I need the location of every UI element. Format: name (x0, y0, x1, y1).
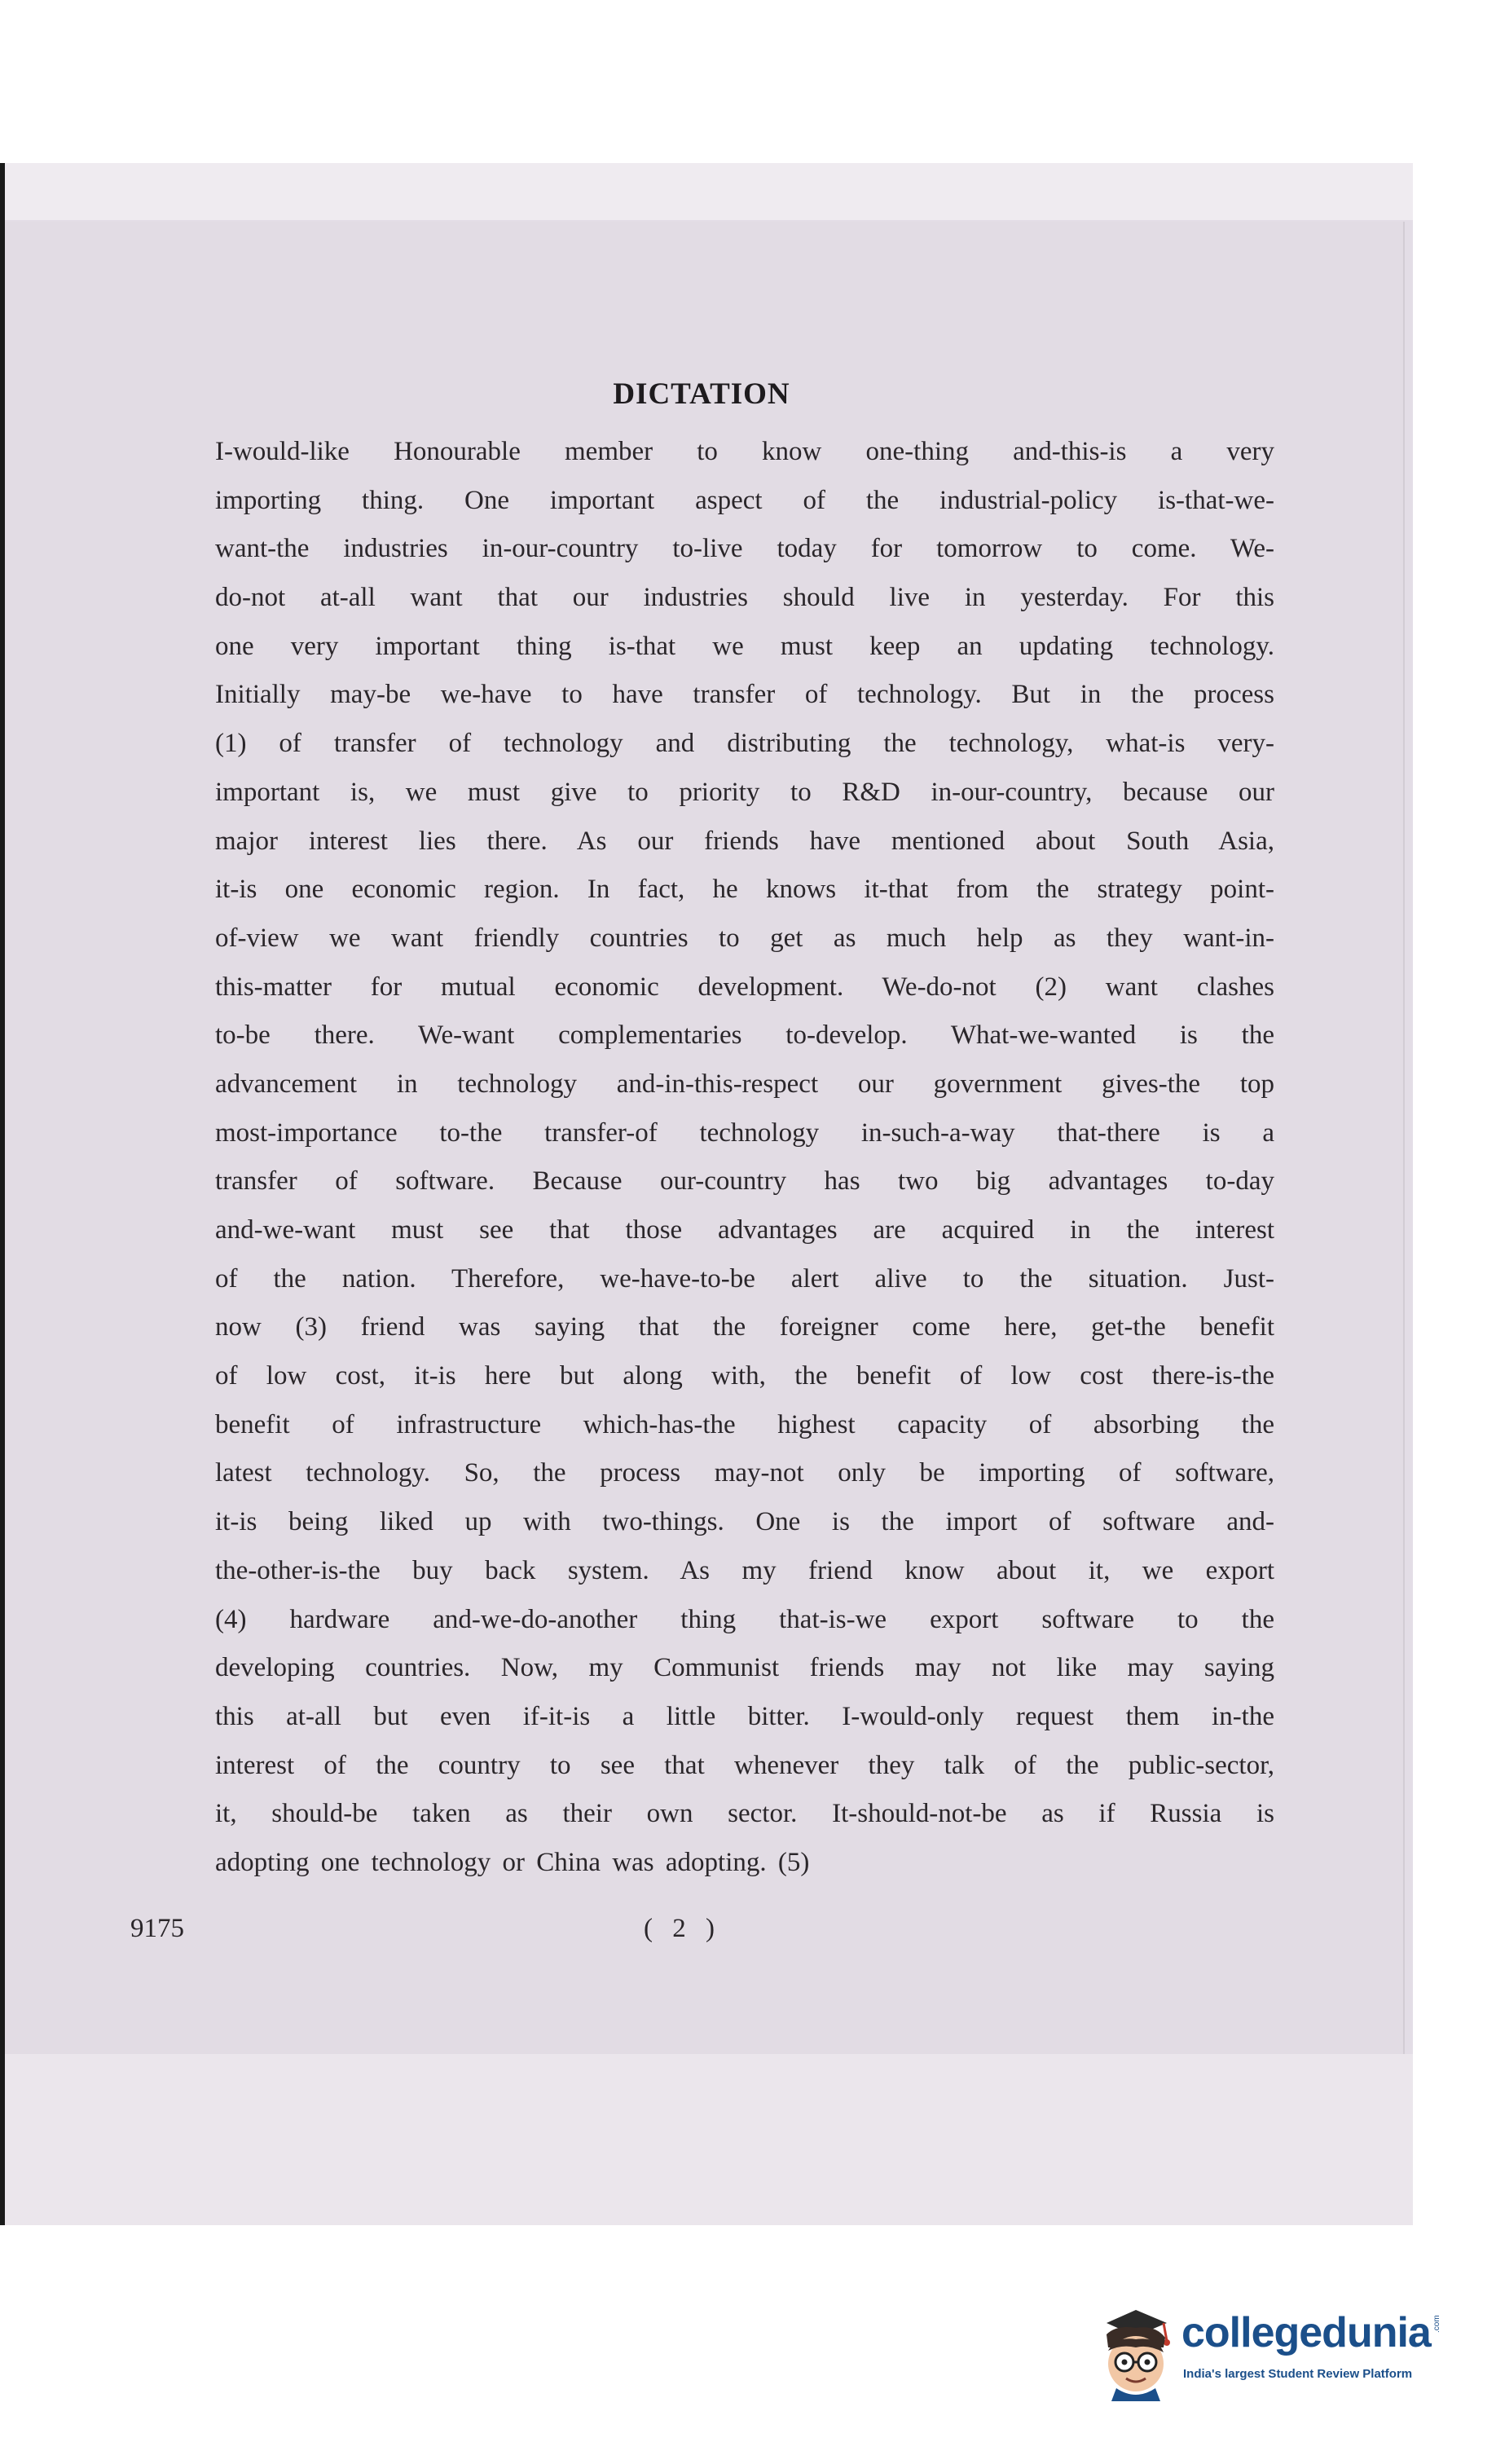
collegedunia-brand[interactable] (1092, 2305, 1450, 2403)
passage-line: now (3) friend was saying that the foreigner come here, get-the benefit (215, 1312, 1274, 1342)
passage-line: benefit of infrastructure which-has-the highest capacity of absorbing the (215, 1409, 1274, 1439)
passage-line: developing countries. Now, my Communist friends may not like may saying (215, 1653, 1274, 1683)
passage-line: to-be there. We-want complementaries to-develop. What-we-wanted is the (215, 1020, 1274, 1051)
passage-line: transfer of software. Because our-country has two big advantages to-day (215, 1166, 1274, 1197)
passage-line: (1) of transfer of technology and distributing the technology, what-is very- (215, 729, 1274, 759)
passage-line: do-not at-all want that our industries should live in yesterday. For this (215, 583, 1274, 613)
passage-line: one very important thing is-that we must keep an updating technology. (215, 631, 1274, 661)
passage-line: Initially may-be we-have to have transfer of technology. But in the process (215, 680, 1274, 710)
scan-bottom-margin (5, 2054, 1413, 2225)
page-number: ( 2 ) (644, 1914, 721, 1943)
passage-line: this-matter for mutual economic development. We-do-not (2) want clashes (215, 972, 1274, 1002)
passage-line: adopting one technology or China was adopting. (5) (215, 1847, 810, 1877)
passage-line: the-other-is-the buy back system. As my friend know about it, we export (215, 1555, 1274, 1585)
brand-name: collegedunia (1181, 2309, 1431, 2356)
passage-line: most-importance to-the transfer-of technology in-such-a-way that-there is a (215, 1117, 1274, 1148)
passage-line: of low cost, it-is here but along with, the benefit of low cost there-is-the (215, 1361, 1274, 1391)
passage-line: of the nation. Therefore, we-have-to-be alert alive to the situation. Just- (215, 1263, 1274, 1294)
passage-line: latest technology. So, the process may-not only be importing of software, (215, 1458, 1274, 1488)
passage-line: importing thing. One important aspect of the industrial-policy is-that-we- (215, 485, 1274, 515)
passage-line: important is, we must give to priority to R&D in-our-country, because our (215, 777, 1274, 807)
dictation-passage (215, 428, 1274, 1888)
passage-line: and-we-want must see that those advantages are acquired in the interest (215, 1215, 1274, 1245)
student-mascot-icon (1092, 2305, 1177, 2401)
passage-line: I-would-like Honourable member to know one-thing and-this-is a very (215, 437, 1274, 466)
paper-code: 9175 (130, 1914, 184, 1943)
passage-line: (4) hardware and-we-do-another thing that-is-we export software to the (215, 1604, 1274, 1634)
page-title: DICTATION (613, 377, 790, 411)
passage-line: interest of the country to see that whenever they talk of the public-sector, (215, 1750, 1274, 1780)
passage-line: it, should-be taken as their own sector. It-should-not-be as if Russia is (215, 1799, 1274, 1829)
brand-domain-suffix: .com (1432, 2315, 1441, 2333)
passage-line: it-is one economic region. In fact, he knows it-that from the strategy point- (215, 875, 1274, 905)
brand-tagline: India's largest Student Review Platform (1183, 2367, 1413, 2381)
passage-line: this at-all but even if-it-is a little bitter. I-would-only request them in-the (215, 1701, 1274, 1731)
passage-line: major interest lies there. As our friends have mentioned about South Asia, (215, 826, 1274, 856)
passage-line: of-view we want friendly countries to get as much help as they want-in- (215, 923, 1274, 953)
passage-line: it-is being liked up with two-things. One is the import of software and- (215, 1507, 1274, 1537)
passage-line: advancement in technology and-in-this-respect our government gives-the top (215, 1069, 1274, 1099)
scan-top-margin (5, 163, 1413, 220)
passage-line: want-the industries in-our-country to-live today for tomorrow to come. We- (215, 534, 1274, 564)
